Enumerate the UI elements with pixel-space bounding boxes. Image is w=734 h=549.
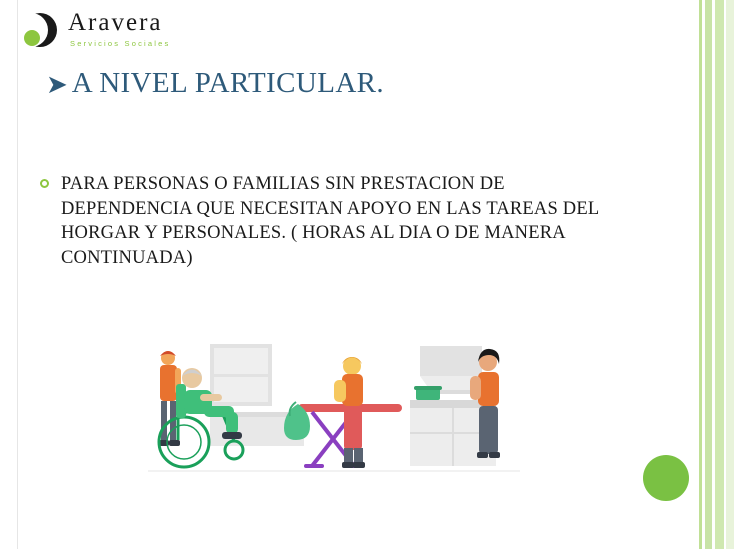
logo: [22, 8, 222, 54]
edge-bars-decoration: [694, 0, 734, 549]
home-care-illustration: [148, 340, 520, 480]
title-arrow-bullet-icon: ➤: [46, 70, 68, 99]
edge-bar-4: [726, 0, 734, 549]
edge-bar-2: [705, 0, 712, 549]
body-bullet-circle-icon: [40, 179, 49, 188]
page-title-text: A NIVEL PARTICULAR.: [71, 67, 385, 99]
edge-bar-3: [715, 0, 724, 549]
body-bullet-text: PARA PERSONAS O FAMILIAS SIN PRESTACION DE DEPENDENCIA QUE NECESITAN APOYO EN LAS TAREAS DEL HORGAR Y PERSONALES. ( HORAS AL DIA O DE MANERA CONTINUADA): [61, 174, 599, 268]
aravera-crescent-logo-icon: [22, 10, 62, 50]
logo-tagline: Servicios Sociales: [70, 39, 171, 48]
page-title: [46, 68, 384, 100]
left-margin-rule: [17, 0, 18, 549]
logo-wordmark: Aravera: [68, 9, 163, 36]
body-bullet-item: [40, 172, 620, 270]
edge-bar-1: [699, 0, 702, 549]
green-circle-decoration: [643, 455, 689, 501]
